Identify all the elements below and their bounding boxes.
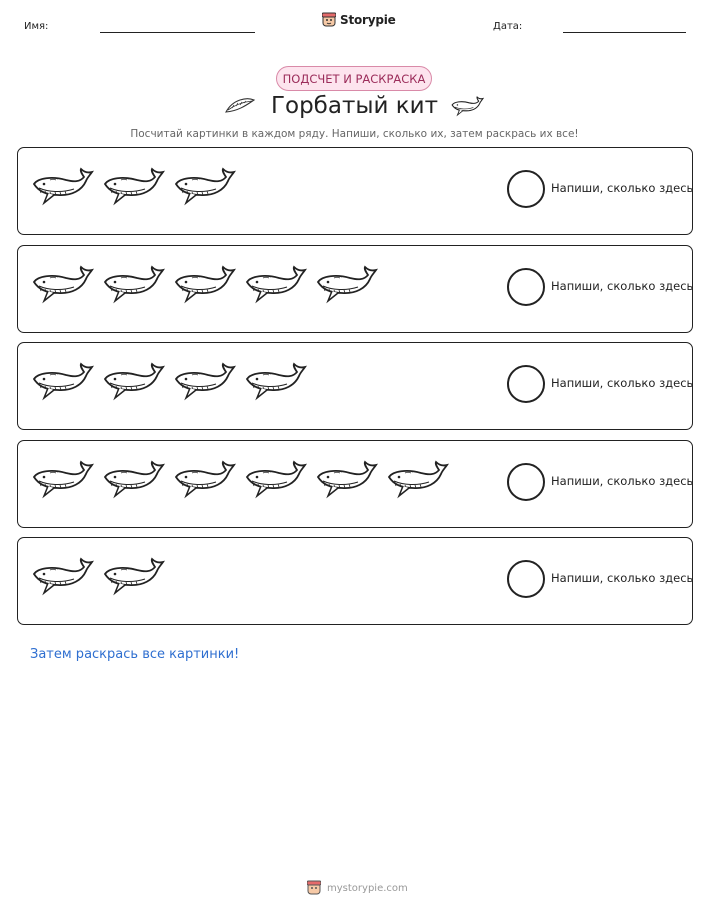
answer-circle[interactable] xyxy=(507,170,545,208)
humpback-whale-icon[interactable] xyxy=(243,262,307,306)
humpback-whale-icon[interactable] xyxy=(314,262,378,306)
humpback-whale-icon[interactable] xyxy=(385,457,449,501)
storypie-mascot-icon xyxy=(307,880,321,896)
whale-group xyxy=(30,164,236,208)
date-label: Дата: xyxy=(493,21,523,32)
humpback-whale-icon[interactable] xyxy=(101,164,165,208)
humpback-whale-icon[interactable] xyxy=(172,164,236,208)
humpback-whale-icon[interactable] xyxy=(172,457,236,501)
answer-label: Напиши, сколько здесь xyxy=(551,181,694,195)
whale-group xyxy=(30,359,307,403)
humpback-whale-icon[interactable] xyxy=(30,359,94,403)
whale-group xyxy=(30,554,165,598)
humpback-whale-icon[interactable] xyxy=(243,457,307,501)
answer-label: Напиши, сколько здесь xyxy=(551,474,694,488)
counting-row xyxy=(17,342,693,430)
counting-row xyxy=(17,440,693,528)
category-badge: ПОДСЧЕТ И РАСКРАСКА xyxy=(276,66,432,91)
site-footer xyxy=(307,880,408,896)
humpback-whale-icon[interactable] xyxy=(314,457,378,501)
storypie-mascot-icon xyxy=(322,12,336,28)
humpback-whale-icon[interactable] xyxy=(101,457,165,501)
logo-text: Storypie xyxy=(340,13,396,27)
instructions: Посчитай картинки в каждом ряду. Напиши, сколько их, затем раскрась их все! xyxy=(130,128,579,140)
humpback-whale-icon[interactable] xyxy=(30,164,94,208)
answer-circle[interactable] xyxy=(507,268,545,306)
whale-icon xyxy=(450,94,484,118)
name-line[interactable] xyxy=(100,32,255,33)
name-label: Имя: xyxy=(24,21,49,32)
humpback-whale-icon[interactable] xyxy=(101,262,165,306)
whale-group xyxy=(30,262,378,306)
storypie-logo xyxy=(322,12,396,28)
page-title: Горбатый кит xyxy=(270,93,439,119)
humpback-whale-icon[interactable] xyxy=(243,359,307,403)
humpback-whale-icon[interactable] xyxy=(30,262,94,306)
site-url: mystorypie.com xyxy=(327,882,408,894)
humpback-whale-icon[interactable] xyxy=(30,554,94,598)
humpback-whale-icon[interactable] xyxy=(101,359,165,403)
whale-group xyxy=(30,457,449,501)
answer-label: Напиши, сколько здесь xyxy=(551,376,694,390)
humpback-whale-icon[interactable] xyxy=(172,262,236,306)
humpback-whale-icon[interactable] xyxy=(172,359,236,403)
answer-circle[interactable] xyxy=(507,365,545,403)
humpback-whale-icon[interactable] xyxy=(101,554,165,598)
counting-row xyxy=(17,147,693,235)
answer-label: Напиши, сколько здесь xyxy=(551,571,694,585)
footer-note: Затем раскрась все картинки! xyxy=(30,647,240,662)
counting-row xyxy=(17,245,693,333)
answer-circle[interactable] xyxy=(507,560,545,598)
counting-row xyxy=(17,537,693,625)
humpback-whale-icon[interactable] xyxy=(30,457,94,501)
answer-label: Напиши, сколько здесь xyxy=(551,279,694,293)
date-line[interactable] xyxy=(563,32,686,33)
answer-circle[interactable] xyxy=(507,463,545,501)
